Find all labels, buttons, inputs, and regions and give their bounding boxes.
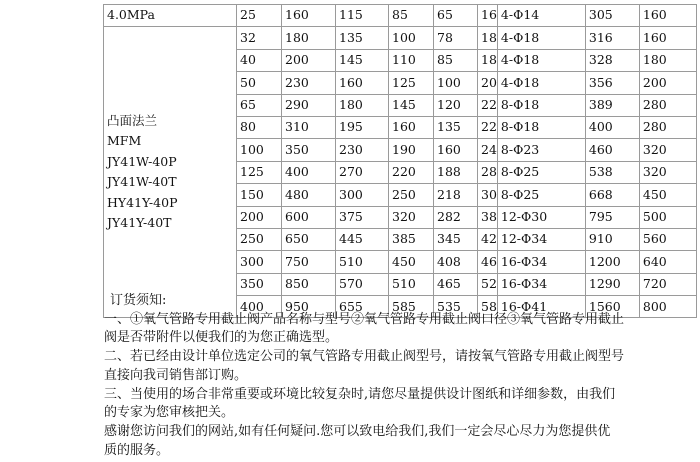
table-cell: 535 [434,296,478,318]
table-cell: 50 [237,72,282,94]
table-cell: 200 [639,72,696,94]
table-cell: 160 [389,116,434,138]
table-cell: 668 [585,184,639,206]
model-label-line: JY41W-40P [107,153,177,169]
table-cell: 250 [237,228,282,250]
table-cell: 320 [639,139,696,161]
table-cell: 300 [336,184,389,206]
table-cell: 389 [585,94,639,116]
model-label-line: 凸面法兰 [107,112,158,128]
table-cell: 538 [585,161,639,183]
table-cell: 180 [336,94,389,116]
table-cell: 345 [434,228,478,250]
table-cell: 560 [639,228,696,250]
table-cell: 950 [282,296,336,318]
table-cell: 655 [336,296,389,318]
table-cell: 18 [478,27,498,49]
table-cell: 4-Φ18 [497,72,585,94]
table-cell: 290 [282,94,336,116]
table-cell: 230 [336,139,389,161]
table-cell: 52 [478,273,498,295]
table-cell: 30 [478,184,498,206]
table-cell: 1290 [585,273,639,295]
notes-thanks-line-2: 质的服务。 [104,442,170,458]
table-cell: 4-Φ18 [497,27,585,49]
notes-item-2-line-2: 直接向我司销售部订购。 [104,367,248,383]
table-row [104,27,697,49]
table-cell: 195 [336,116,389,138]
model-label-line: MFM [107,133,142,149]
table-cell: 8-Φ25 [497,161,585,183]
table-cell: 160 [434,139,478,161]
table-cell: 650 [282,228,336,250]
table-cell: 110 [389,49,434,71]
table-cell: 570 [336,273,389,295]
table-cell: 160 [282,5,336,27]
table-cell: 316 [585,27,639,49]
notes-title: 订货须知: [110,293,167,308]
table-cell: 270 [336,161,389,183]
table-cell: 750 [282,251,336,273]
table-cell: 510 [389,273,434,295]
table-cell: 180 [639,49,696,71]
table-cell: 20 [478,72,498,94]
table-cell: 230 [282,72,336,94]
table-cell: 188 [434,161,478,183]
table-cell: 16 [478,5,498,27]
table-cell: 100 [389,27,434,49]
table-cell: 125 [237,161,282,183]
notes-item-1-line-1: 一、①氧气管路专用截止阀产品名称与型号②氧气管路专用截止阀口径③氧气管路专用截止 [104,311,625,327]
table-cell: 280 [639,94,696,116]
table-cell: 4-Φ18 [497,49,585,71]
table-cell: 220 [389,161,434,183]
notes-item-3-line-1: 三、当使用的场合非常重要或环境比较复杂时,请您尽量提供设计图纸和详细参数，由我们 [104,386,616,402]
table-cell: 460 [585,139,639,161]
table-cell: 408 [434,251,478,273]
table-cell: 160 [639,27,696,49]
table-cell: 22 [478,116,498,138]
model-group-label [104,27,237,318]
table-cell: 8-Φ25 [497,184,585,206]
table-row [104,5,697,27]
table-cell: 46 [478,251,498,273]
pressure-label: 4.0MPa [104,5,237,27]
notes-item-1-line-2: 阀是否带附件以便我们的为您正确选型。 [104,330,339,346]
table-cell: 480 [282,184,336,206]
table-cell: 795 [585,206,639,228]
table-cell: 40 [237,49,282,71]
table-cell: 720 [639,273,696,295]
notes-thanks-line-1: 感谢您访问我们的网站,如有任何疑问.您可以致电给我们,我们一定会尽心尽力为您提供优 [104,423,611,439]
table-cell: 18 [478,49,498,71]
table-cell: 305 [585,5,639,27]
model-label-line: JY41W-40T [107,174,177,190]
table-cell: 356 [585,72,639,94]
table-cell: 38 [478,206,498,228]
table-cell: 218 [434,184,478,206]
table-cell: 160 [336,72,389,94]
ordering-notes [104,292,700,460]
table-cell: 800 [639,296,696,318]
table-cell: 12-Φ30 [497,206,585,228]
table-cell: 65 [237,94,282,116]
table-cell: 300 [237,251,282,273]
table-cell: 400 [237,296,282,318]
table-cell: 375 [336,206,389,228]
table-cell: 328 [585,49,639,71]
table-cell: 22 [478,94,498,116]
table-cell: 85 [389,5,434,27]
table-cell: 25 [237,5,282,27]
table-cell: 16-Φ34 [497,273,585,295]
table-cell: 8-Φ23 [497,139,585,161]
table-cell: 400 [282,161,336,183]
table-cell: 115 [336,5,389,27]
table-cell: 200 [282,49,336,71]
table-cell: 12-Φ34 [497,228,585,250]
table-cell: 32 [237,27,282,49]
table-cell: 200 [237,206,282,228]
table-cell: 450 [639,184,696,206]
table-cell: 120 [434,94,478,116]
table-cell: 190 [389,139,434,161]
table-cell: 16-Φ34 [497,251,585,273]
spec-table-body [104,5,697,318]
table-cell: 180 [282,27,336,49]
table-cell: 585 [389,296,434,318]
table-cell: 450 [389,251,434,273]
table-cell: 16-Φ41 [497,296,585,318]
model-label-line: JY41Y-40T [107,215,172,231]
table-cell: 400 [585,116,639,138]
table-cell: 282 [434,206,478,228]
table-cell: 150 [237,184,282,206]
table-cell: 65 [434,5,478,27]
table-cell: 58 [478,296,498,318]
notes-item-2-line-1: 二、若已经由设计单位选定公司的氧气管路专用截止阀型号，请按氧气管路专用截止阀型号 [104,349,625,365]
table-cell: 350 [237,273,282,295]
table-cell: 4-Φ14 [497,5,585,27]
table-cell: 145 [389,94,434,116]
notes-item-3-line-2: 的专家为您审核把关。 [104,405,235,421]
table-cell: 100 [237,139,282,161]
table-cell: 280 [639,116,696,138]
table-cell: 385 [389,228,434,250]
table-cell: 28 [478,161,498,183]
table-cell: 80 [237,116,282,138]
table-cell: 78 [434,27,478,49]
table-cell: 320 [389,206,434,228]
table-cell: 8-Φ18 [497,116,585,138]
table-cell: 250 [389,184,434,206]
table-cell: 1200 [585,251,639,273]
table-cell: 500 [639,206,696,228]
model-label-line: HY41Y-40P [107,194,178,210]
table-cell: 24 [478,139,498,161]
table-cell: 160 [639,5,696,27]
table-cell: 125 [389,72,434,94]
table-cell: 600 [282,206,336,228]
table-cell: 350 [282,139,336,161]
table-cell: 135 [434,116,478,138]
table-cell: 85 [434,49,478,71]
table-cell: 1560 [585,296,639,318]
table-cell: 910 [585,228,639,250]
table-cell: 42 [478,228,498,250]
table-cell: 145 [336,49,389,71]
table-cell: 465 [434,273,478,295]
table-cell: 850 [282,273,336,295]
table-cell: 320 [639,161,696,183]
spec-table [103,4,697,318]
table-cell: 310 [282,116,336,138]
table-cell: 100 [434,72,478,94]
table-cell: 640 [639,251,696,273]
table-cell: 135 [336,27,389,49]
table-cell: 8-Φ18 [497,94,585,116]
table-cell: 510 [336,251,389,273]
table-cell: 445 [336,228,389,250]
